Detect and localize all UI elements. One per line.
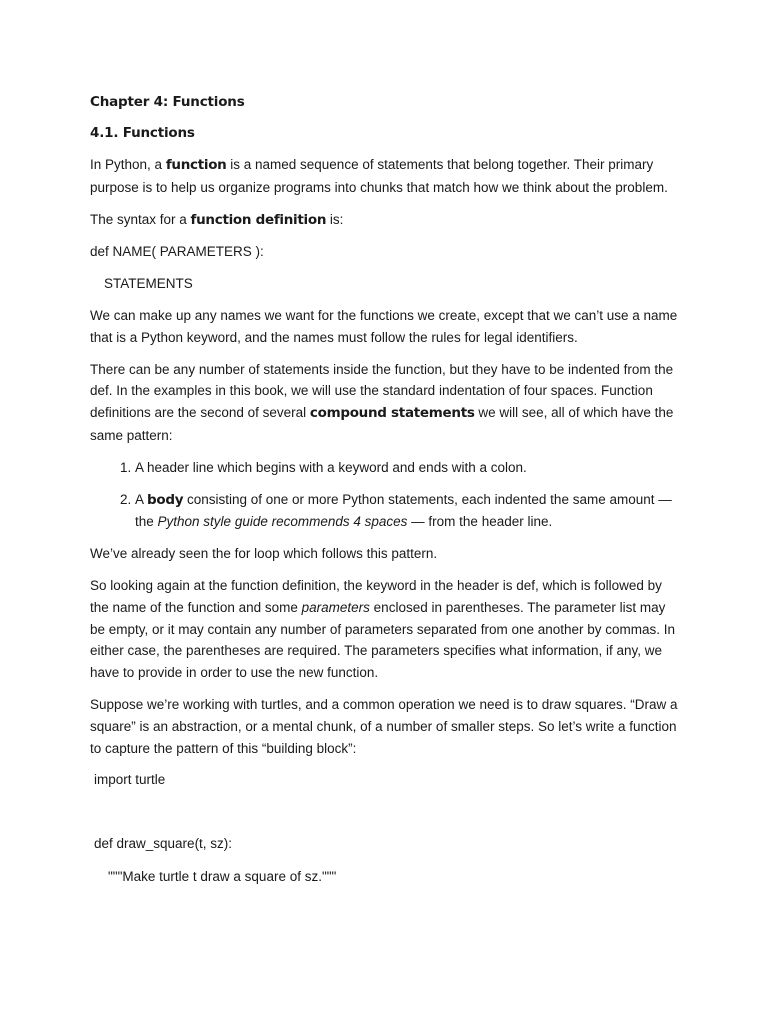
text: So looking again at the function definition, the keyword in the header is def, which is followed by the name of the function and some (90, 577, 662, 615)
code-line-docstring: """Make turtle t draw a square of sz.""" (108, 868, 337, 884)
text: There can be any number of statements inside the function, but they have to be indented from the def. In the examples in this book, we will use the standard indentation of four spaces. Function definitions are the second of several (90, 361, 674, 421)
paragraph-naming: We can make up any names we want for the functions we create, except that we can’t use a name that is a Python keyword, and the names must follow the rules for legal identifiers. (90, 307, 678, 345)
syntax-body-line: STATEMENTS (104, 276, 193, 292)
list-item (135, 457, 680, 479)
pattern-list (90, 457, 680, 533)
text: consisting of one or more Python statements, each indented the same amount — the (135, 491, 672, 530)
paragraph-syntax-intro (90, 209, 680, 232)
syntax-header-line: def NAME( PARAMETERS ): (90, 244, 264, 260)
text: A header line which begins with a keyword and ends with a colon. (135, 459, 527, 475)
text: In Python, a (90, 157, 166, 172)
list-item (135, 489, 680, 534)
code-line-def: def draw_square(t, sz): (94, 836, 233, 852)
emphasis-style-guide: Python style guide recommends 4 spaces (157, 514, 408, 530)
chapter-title: Chapter 4: Functions (90, 94, 245, 110)
document-page (90, 92, 680, 888)
text: enclosed in parentheses. The parameter list may be empty, or it may contain any number of parameters separated from one another by commas. In either case, the parentheses are required. The parameters specifies what information, if any, we have to provide in order to use the new function. (90, 599, 676, 681)
paragraph-function-intro (90, 154, 680, 199)
text: is a named sequence of statements that belong together. Their primary purpose is to help us organize programs into chunks that match how we think about the problem. (90, 157, 668, 195)
text: is: (326, 211, 344, 227)
paragraph-parameters (90, 575, 680, 684)
paragraph-indentation (90, 359, 680, 447)
code-line-import: import turtle (94, 772, 166, 788)
paragraph-turtles: Suppose we’re working with turtles, and a common operation we need is to draw squares. “Draw a square” is an abstraction, or a mental chunk, of a number of smaller steps. So let’s write a function to capture the pattern of this “building block”: (90, 696, 678, 756)
term-function: function (165, 157, 227, 173)
term-compound-statements: compound statements (309, 405, 475, 422)
term-body: body (147, 491, 184, 508)
text: A (135, 491, 148, 507)
section-title: 4.1. Functions (90, 125, 195, 141)
text: — from the header line. (407, 514, 553, 530)
text: The syntax for a (90, 211, 191, 227)
paragraph-for-loop: We’ve already seen the for loop which follows this pattern. (90, 546, 438, 562)
term-function-definition: function definition (190, 211, 327, 228)
emphasis-parameters: parameters (301, 599, 370, 615)
text: we will see, all of which have the same pattern: (90, 405, 674, 443)
